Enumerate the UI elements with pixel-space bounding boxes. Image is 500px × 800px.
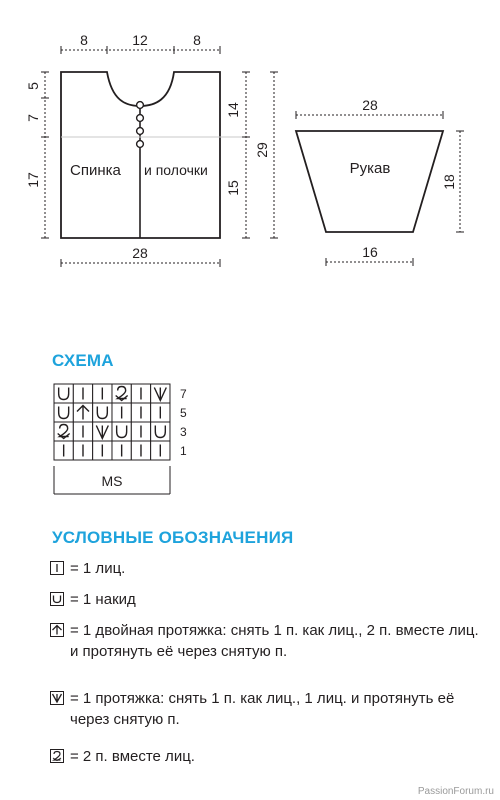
label-back: Спинка xyxy=(70,162,121,179)
double-decrease-icon xyxy=(50,623,64,637)
sleeve-piece xyxy=(296,131,443,232)
legend-text: = 1 накид xyxy=(70,591,136,608)
right-total-dimension xyxy=(270,72,278,238)
dim-bottom-width: 28 xyxy=(132,245,148,261)
dim-top-center: 12 xyxy=(132,32,148,48)
dim-sleeve-bottom: 16 xyxy=(362,244,378,260)
dim-sleeve-height: 18 xyxy=(441,174,457,190)
dim-left-3: 17 xyxy=(25,172,41,188)
dim-top-right: 8 xyxy=(193,32,201,48)
row-number: 7 xyxy=(180,387,187,401)
row-number: 5 xyxy=(180,406,187,420)
knit-stitch-icon xyxy=(50,561,64,575)
chart-cells xyxy=(54,384,170,460)
legend-text: = 2 п. вместе лиц. xyxy=(70,748,195,765)
watermark: PassionForum.ru xyxy=(417,786,494,797)
legend-text: = 1 двойная протяжка: снять 1 п. как лиц., 2 п. вместе лиц. и протянуть её через снятую п. xyxy=(70,622,479,660)
legend-text: = 1 лиц. xyxy=(70,560,126,577)
body-piece xyxy=(61,72,244,238)
label-fronts: и полочки xyxy=(144,162,208,178)
stitch-chart xyxy=(54,384,187,494)
legend-text: = 1 протяжка: снять 1 п. как лиц., 1 лиц. и протянуть её через снятую п. xyxy=(70,690,455,728)
button-icon xyxy=(137,141,144,148)
row-number: 3 xyxy=(180,425,187,439)
single-decrease-icon xyxy=(50,691,64,705)
k2tog-icon xyxy=(50,749,64,763)
label-sleeve: Рукав xyxy=(349,160,391,177)
scheme-title: СХЕМА xyxy=(52,351,114,370)
legend-title: УСЛОВНЫЕ ОБОЗНАЧЕНИЯ xyxy=(52,528,294,547)
dim-sleeve-top: 28 xyxy=(362,97,378,113)
row-number: 1 xyxy=(180,444,187,458)
dim-top-left: 8 xyxy=(80,32,88,48)
dim-left-2: 7 xyxy=(25,114,41,122)
left-dimension xyxy=(41,72,49,238)
button-icon xyxy=(137,128,144,135)
dim-armhole: 14 xyxy=(225,102,241,118)
dim-side: 15 xyxy=(225,180,241,196)
button-icon xyxy=(137,115,144,122)
right-inner-dimension xyxy=(242,72,250,238)
button-icon xyxy=(137,102,144,109)
dim-total-height: 29 xyxy=(254,142,270,158)
repeat-label: MS xyxy=(101,473,123,489)
yarn-over-icon xyxy=(50,592,64,606)
sleeve-height-dimension xyxy=(456,131,464,232)
dim-left-1: 5 xyxy=(25,82,41,90)
